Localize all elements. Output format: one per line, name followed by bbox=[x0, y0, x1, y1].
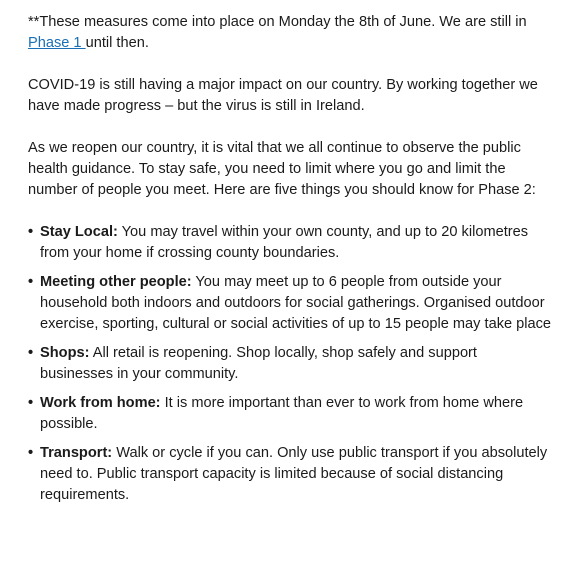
item-term: Work from home: bbox=[40, 395, 161, 411]
item-term: Meeting other people: bbox=[40, 274, 192, 290]
phase-1-link[interactable]: Phase 1 bbox=[28, 35, 86, 51]
intro-paragraph bbox=[28, 12, 552, 54]
list-item-meeting-people bbox=[28, 272, 552, 335]
bullet-icon: • bbox=[28, 395, 34, 411]
item-term: Transport: bbox=[40, 445, 113, 461]
list-item-work-from-home bbox=[28, 393, 552, 435]
covid-paragraph: COVID-19 is still having a major impact on our country. By working together we have made progress – but the virus is still in Ireland. bbox=[28, 77, 538, 114]
item-text: All retail is reopening. Shop locally, shop safely and support businesses in your community. bbox=[40, 345, 477, 382]
list-item-shops bbox=[28, 343, 552, 385]
item-term: Shops: bbox=[40, 345, 90, 361]
intro-suffix: until then. bbox=[85, 35, 149, 51]
item-text: Walk or cycle if you can. Only use public transport if you absolutely need to. Public transport capacity is limited because of social distancing requirements. bbox=[40, 445, 548, 503]
reopen-paragraph: As we reopen our country, it is vital that we all continue to observe the public health guidance. To stay safe, you need to limit where you go and limit the number of people you meet. Here are five things you should know for Phase 2: bbox=[28, 140, 536, 198]
item-term: Stay Local: bbox=[40, 224, 118, 240]
five-things-list bbox=[28, 222, 552, 506]
bullet-icon: • bbox=[28, 274, 34, 290]
bullet-icon: • bbox=[28, 345, 34, 361]
list-item-transport bbox=[28, 443, 552, 506]
bullet-icon: • bbox=[28, 224, 34, 240]
intro-prefix: **These measures come into place on Monday the 8th of June. We are still in bbox=[28, 14, 527, 30]
item-text: You may travel within your own county, and up to 20 kilometres from your home if crossing county boundaries. bbox=[40, 224, 529, 261]
item-text: You may meet up to 6 people from outside your household both indoors and outdoors for social gatherings. Organised outdoor exercise, sporting, cultural or social activities of up to 15 people may take place bbox=[40, 274, 552, 332]
list-item-stay-local bbox=[28, 222, 552, 264]
bullet-icon: • bbox=[28, 445, 34, 461]
item-text: It is more important than ever to work from home where possible. bbox=[40, 395, 524, 432]
